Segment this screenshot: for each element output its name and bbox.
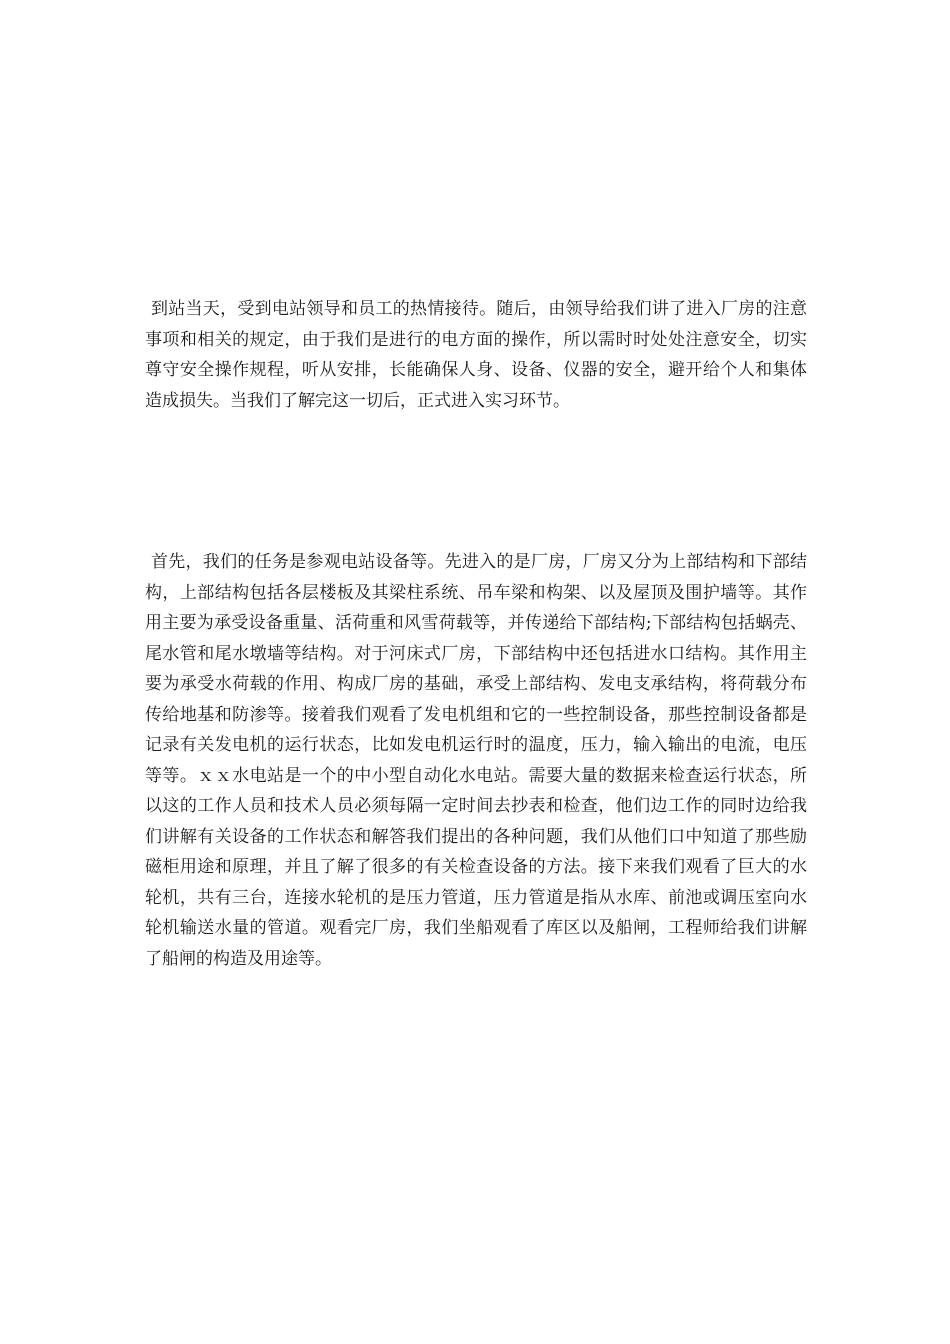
paragraph-tour: 首先，我们的任务是参观电站设备等。先进入的是厂房，厂房又分为上部结构和下部结构，上部结构包括各层楼板及其梁柱系统、吊车梁和构架、以及屋顶及围护墙等。其作用主要为承受设备重量、活荷重和风雪荷载等，并传递给下部结构;下部结构包括蜗壳、尾水管和尾水墩墙等结构。对于河床式厂房，下部结构中还包括进水口结构。其作用主要为承受水荷载的作用、构成厂房的基础，承受上部结构、发电支承结构，将荷载分布传给地基和防渗等。接着我们观看了发电机组和它的一些控制设备，那些控制设备都是记录有关发电机的运行状态，比如发电机运行时的温度，压力，输入输出的电流，电压等等。ｘｘ水电站是一个的中小型自动化水电站。需要大量的数据来检查运行状态，所以这的工作人员和技术人员必须每隔一定时间去抄表和检查，他们边工作的同时边给我们讲解有关设备的工作状态和解答我们提出的各种问题，我们从他们口中知道了那些励磁柜用途和原理，并且了解了很多的有关检查设备的方法。接下来我们观看了巨大的水轮机，共有三台，连接水轮机的是压力管道，压力管道是指从水库、前池或调压室向水轮机输送水量的管道。观看完厂房，我们坐船观看了库区以及船闸，工程师给我们讲解了船闸的构造及用途等。 (145, 552, 807, 969)
paragraph-arrival: 到站当天，受到电站领导和员工的热情接待。随后，由领导给我们讲了进入厂房的注意事项和相关的规定，由于我们是进行的电方面的操作，所以需时时处处注意安全，切实尊守安全操作规程，听从安排，长能确保人身、设备、仪器的安全，避开给个人和集体造成损失。当我们了解完这一切后，正式进入实习环节。 (145, 299, 807, 411)
